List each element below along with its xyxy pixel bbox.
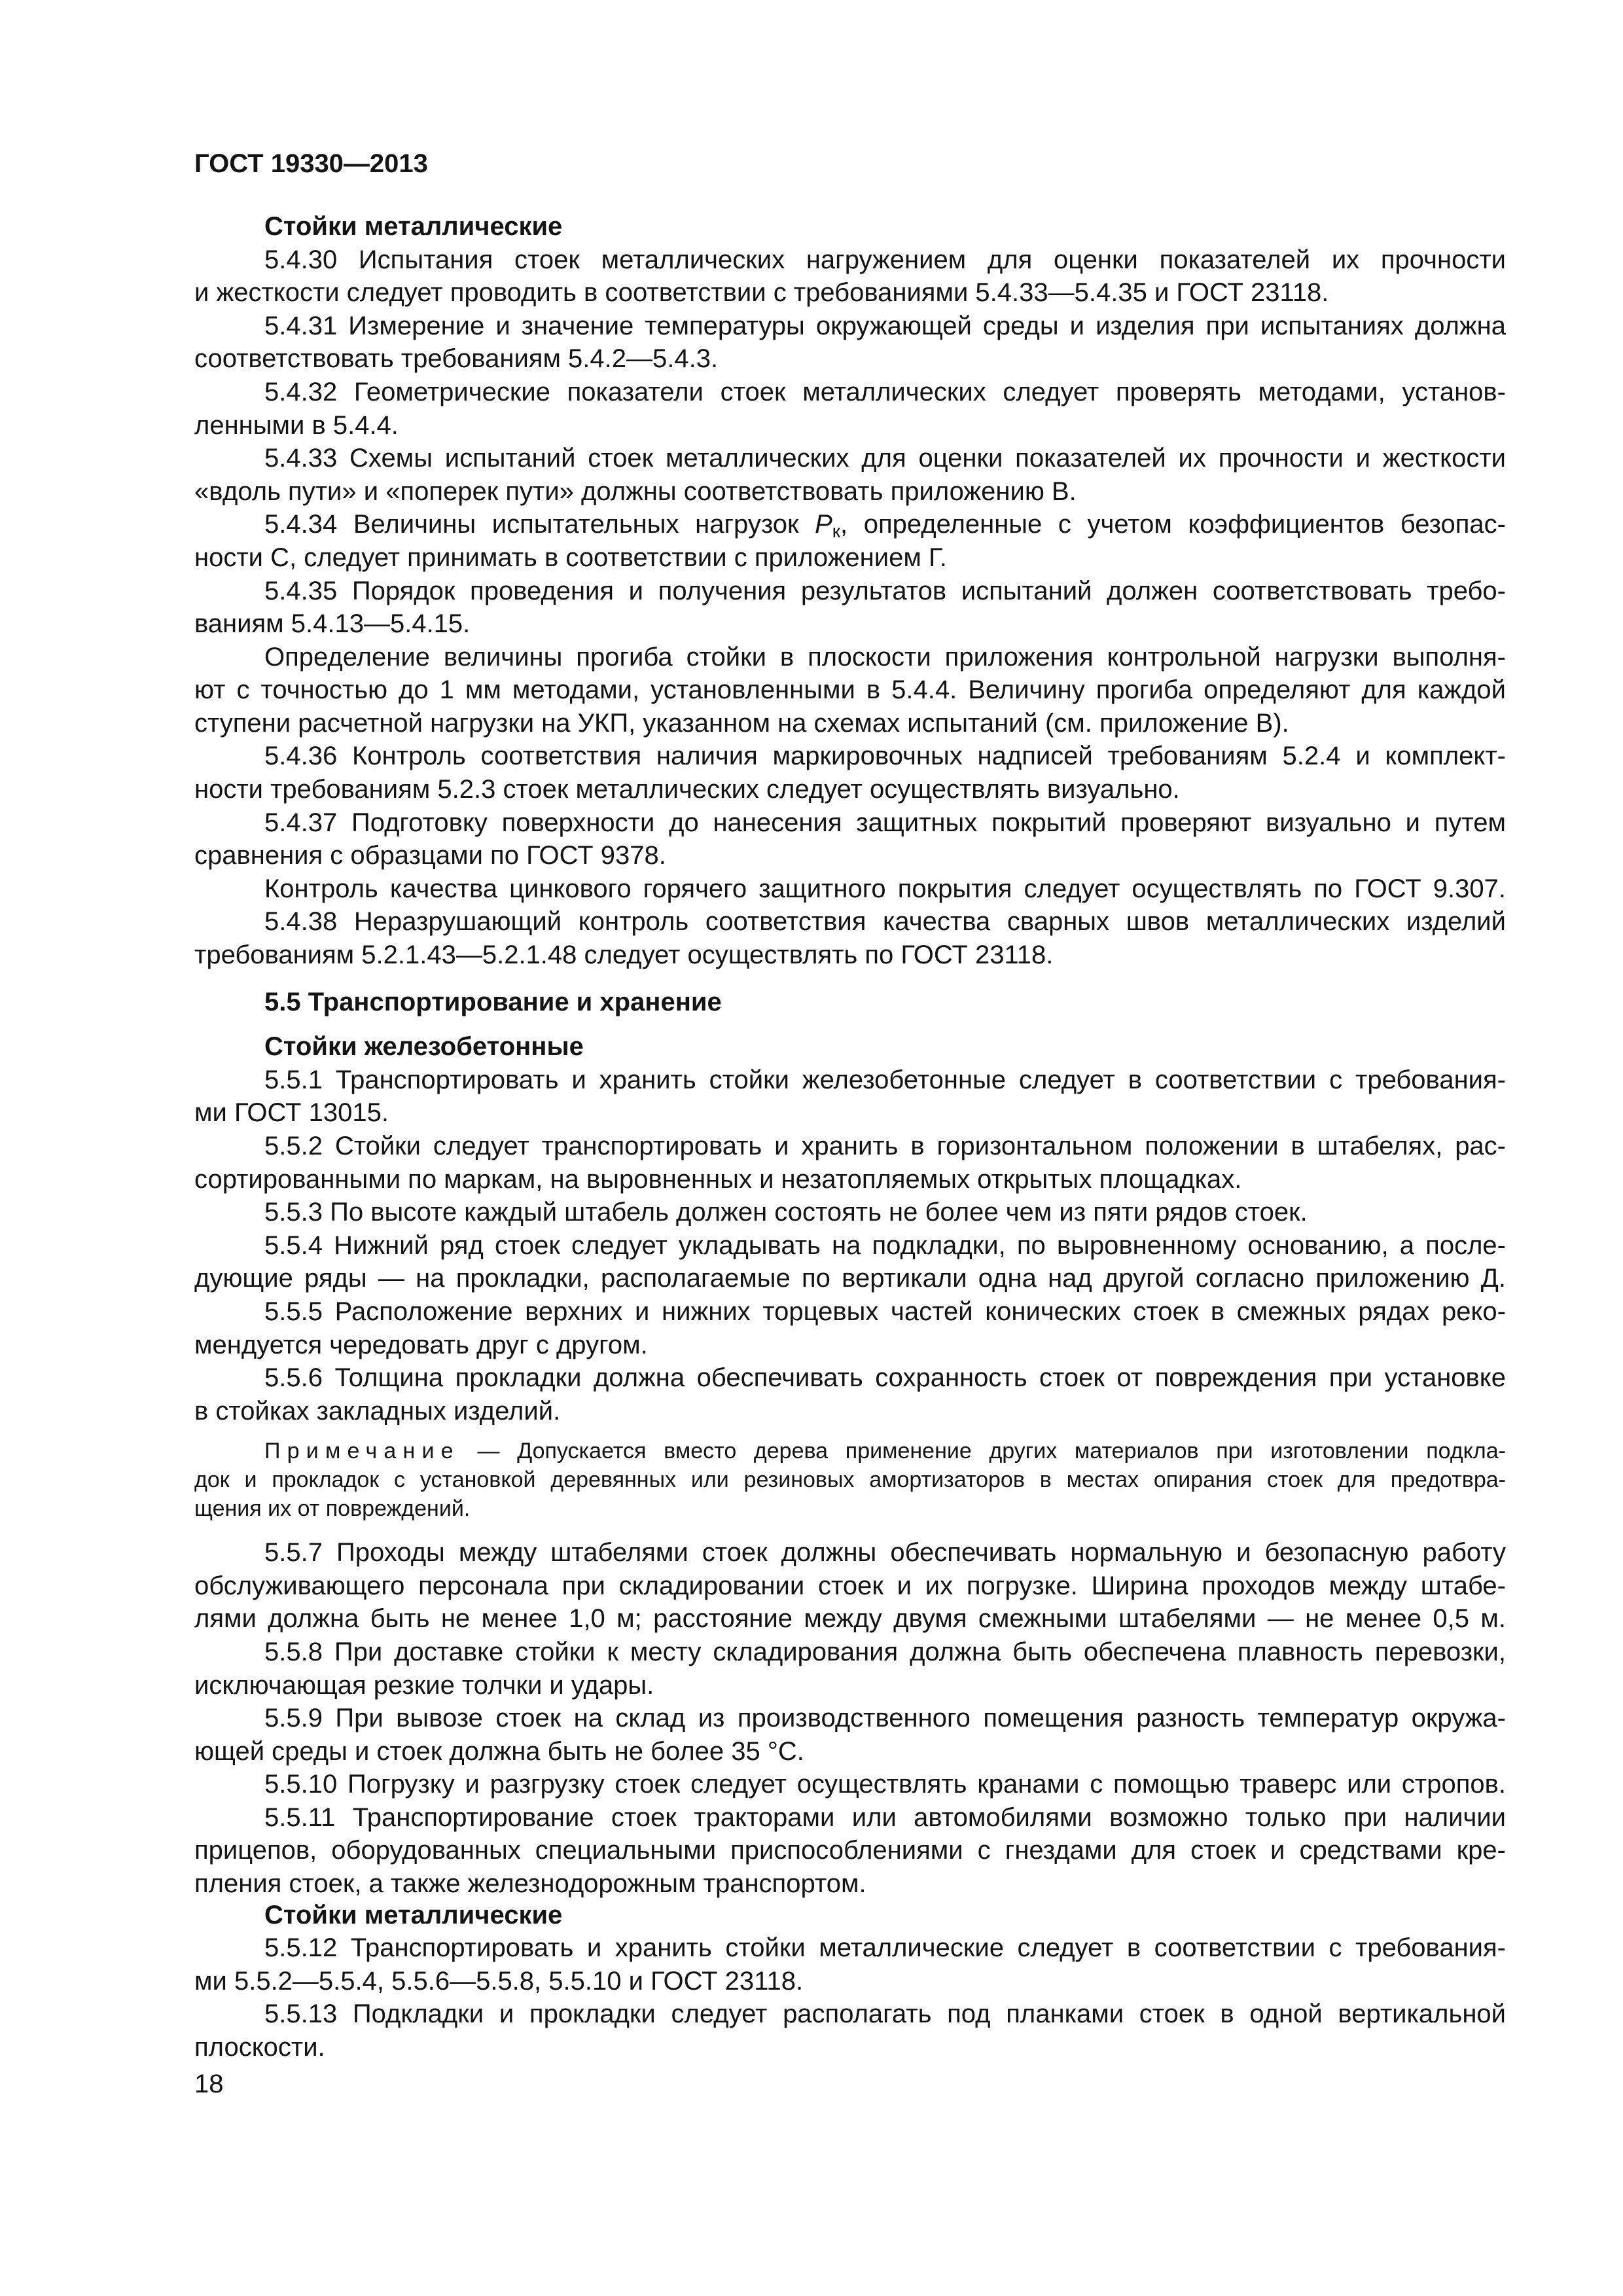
- paragraph-5-5-11: [194, 1801, 1506, 1901]
- paragraph-5-5-8: [194, 1636, 1506, 1702]
- text-line: сравнения с образцами по ГОСТ 9378.: [194, 841, 666, 870]
- subheading-metal-poles-transport: Стойки металлические: [264, 1900, 563, 1929]
- paragraph-5-5-7: [194, 1536, 1506, 1636]
- text-line: в стойках закладных изделий.: [194, 1396, 561, 1426]
- text-line: 5.4.35 Порядок проведения и получения результатов испытаний должен соответствовать требо-: [264, 576, 1506, 605]
- text-line: ности С, следует принимать в соответствии с приложением Г.: [194, 543, 947, 572]
- text-fragment: — Допускается вместо дерева применение других материалов при изготовлении подкла-: [477, 1439, 1506, 1464]
- note-label: Примечание: [264, 1439, 460, 1464]
- paragraph-5-4-30: [194, 243, 1506, 310]
- paragraph-5-5-9: [194, 1702, 1506, 1768]
- text-line: плоскости.: [194, 2033, 325, 2062]
- text-line: лями должна быть не менее 1,0 м; расстояние между двумя смежными штабелями — не менее 0,5 м.: [194, 1604, 1506, 1634]
- note-block: [194, 1437, 1506, 1523]
- text-line: ваниям 5.4.13—5.4.15.: [194, 609, 471, 639]
- paragraph-5-4-33: [194, 442, 1506, 508]
- text-line: Контроль качества цинкового горячего защитного покрытия следует осуществлять по ГОСТ 9.307.: [264, 874, 1506, 903]
- text-line: 5.5.10 Погрузку и разгрузку стоек следует осуществлять кранами с помощью траверс или стропов.: [264, 1770, 1506, 1799]
- text-line: 5.5.11 Транспортирование стоек тракторами или автомобилями возможно только при наличии: [264, 1803, 1506, 1832]
- text-line: 5.5.1 Транспортировать и хранить стойки железобетонные следует в соответствии с требования-: [264, 1065, 1506, 1094]
- text-line: 5.5.4 Нижний ряд стоек следует укладывать на подкладки, по выровненному основанию, а после-: [264, 1230, 1506, 1260]
- text-line: 5.4.33 Схемы испытаний стоек металлических для оценки показателей их прочности и жесткости: [264, 444, 1506, 473]
- text-line: 5.5.13 Подкладки и прокладки следует располагать под планками стоек в одной вертикальной: [264, 2000, 1506, 2029]
- paragraph-5-4-37: [194, 806, 1506, 872]
- document-header: ГОСТ 19330—2013: [194, 149, 428, 178]
- paragraph-5-5-4: [194, 1229, 1506, 1295]
- text-line: пления стоек, а также железнодорожным транспортом.: [194, 1869, 866, 1899]
- text-line: 5.4.31 Измерение и значение температуры окружающей среды и изделия при испытаниях должна: [264, 311, 1506, 340]
- text-line: ми 5.5.2—5.5.4, 5.5.6—5.5.8, 5.5.10 и ГОСТ 23118.: [194, 1966, 804, 1996]
- text-fragment: , определенные с учетом коэффициентов безопас-: [840, 510, 1506, 539]
- load-symbol: P: [815, 510, 832, 539]
- text-line: прицепов, оборудованных специальными приспособлениями с гнездами для стоек и средствами кре-: [194, 1836, 1506, 1865]
- text-line: щения их от повреждений.: [194, 1496, 471, 1521]
- load-symbol-subscript: к: [832, 521, 841, 542]
- text-line: Определение величины прогиба стойки в плоскости приложения контрольной нагрузки выполня-: [264, 642, 1506, 672]
- text-line: 5.5.9 При вывозе стоек на склад из производственного помещения разность температур окружа-: [264, 1704, 1506, 1733]
- paragraph-5-5-13: [194, 1998, 1506, 2064]
- text-line: 5.5.3 По высоте каждый штабель должен состоять не более чем из пяти рядов стоек.: [264, 1198, 1308, 1227]
- text-line: ющей среды и стоек должна быть не более 35 °С.: [194, 1736, 804, 1766]
- text-line: ют с точностью до 1 мм методами, установленными в 5.4.4. Величину прогиба определяют для каждой: [194, 675, 1506, 705]
- text-line: исключающая резкие толчки и удары.: [194, 1670, 654, 1700]
- text-line: ступени расчетной нагрузки на УКП, указанном на схемах испытаний (см. приложение В).: [194, 708, 1289, 738]
- text-line: ленными в 5.4.4.: [194, 410, 399, 440]
- paragraph-5-4-32: [194, 376, 1506, 442]
- text-line: мендуется чередовать друг с другом.: [194, 1330, 648, 1359]
- paragraph-5-5-6: [194, 1361, 1506, 1427]
- text-line: 5.4.32 Геометрические показатели стоек металлических следует проверять методами, установ-: [264, 377, 1506, 406]
- section-heading-5-5: 5.5 Транспортирование и хранение: [264, 987, 722, 1016]
- paragraph-5-4-31: [194, 310, 1506, 376]
- paragraph-5-4-35: [194, 575, 1506, 641]
- paragraph-5-5-1: [194, 1064, 1506, 1130]
- text-line: 5.4.37 Подготовку поверхности до нанесения защитных покрытий проверяют визуально и путем: [264, 808, 1506, 837]
- text-line: дующие ряды — на прокладки, располагаемые по вертикали одна над другой согласно приложению Д.: [194, 1264, 1506, 1293]
- paragraph-5-5-10: [194, 1768, 1506, 1801]
- text-line: 5.5.8 При доставке стойки к месту складирования должна быть обеспечена плавность перевозки,: [264, 1637, 1506, 1666]
- text-line: 5.5.12 Транспортировать и хранить стойки металлические следует в соответствии с требования-: [264, 1933, 1506, 1963]
- text-line: ности требованиям 5.2.3 стоек металлических следует осуществлять визуально.: [194, 775, 1180, 804]
- paragraph-5-5-2: [194, 1130, 1506, 1196]
- paragraph-5-5-5: [194, 1295, 1506, 1361]
- paragraph-5-5-12: [194, 1931, 1506, 1998]
- text-line: 5.5.7 Проходы между штабелями стоек должны обеспечивать нормальную и безопасную работу: [264, 1538, 1506, 1568]
- text-line: и жесткости следует проводить в соответствии с требованиями 5.4.33—5.4.35 и ГОСТ 23118.: [194, 278, 1329, 308]
- paragraph-5-5-3: [194, 1196, 1506, 1229]
- text-line: 5.4.36 Контроль соответствия наличия маркировочных надписей требованиям 5.2.4 и комплект-: [264, 742, 1506, 771]
- text-line: 5.5.5 Расположение верхних и нижних торцевых частей конических стоек в смежных рядах реко-: [264, 1297, 1506, 1326]
- text-line: 5.5.6 Толщина прокладки должна обеспечивать сохранность стоек от повреждения при установке: [264, 1363, 1506, 1393]
- text-line: 5.5.2 Стойки следует транспортировать и хранить в горизонтальном положении в штабелях, рас-: [264, 1132, 1506, 1161]
- text-line: обслуживающего персонала при складировании стоек и их погрузке. Ширина проходов между штабе-: [194, 1571, 1506, 1600]
- subheading-metal-poles-testing: Стойки металлические: [264, 211, 563, 241]
- text-line: док и прокладок с установкой деревянных или резиновых амортизаторов в местах опирания стоек для предотвра-: [194, 1467, 1506, 1492]
- paragraph-zinc-coating: [194, 872, 1506, 906]
- text-line: 5.4.38 Неразрушающий контроль соответствия качества сварных швов металлических изделий: [264, 907, 1506, 937]
- text-line: «вдоль пути» и «поперек пути» должны соответствовать приложению В.: [194, 476, 1077, 506]
- text-line: [194, 1437, 1506, 1466]
- page-number: 18: [194, 2069, 224, 2098]
- paragraph-5-4-38: [194, 905, 1506, 971]
- text-line: требованиям 5.2.1.43—5.2.1.48 следует осуществлять по ГОСТ 23118.: [194, 941, 1054, 970]
- text-line: [194, 508, 1506, 541]
- text-line: сортированными по маркам, на выровненных и незатопляемых открытых площадках.: [194, 1164, 1242, 1194]
- text-line: ми ГОСТ 13015.: [194, 1098, 389, 1128]
- paragraph-deflection: [194, 641, 1506, 740]
- page-content: [194, 147, 1506, 2100]
- paragraph-5-4-36: [194, 740, 1506, 806]
- text-line: соответствовать требованиям 5.4.2—5.4.3.: [194, 344, 719, 374]
- subheading-concrete-poles: Стойки железобетонные: [264, 1032, 584, 1062]
- paragraph-5-4-34: [194, 508, 1506, 574]
- text-fragment: 5.4.34 Величины испытательных нагрузок: [264, 510, 799, 539]
- text-line: 5.4.30 Испытания стоек металлических нагружением для оценки показателей их прочности: [264, 245, 1506, 274]
